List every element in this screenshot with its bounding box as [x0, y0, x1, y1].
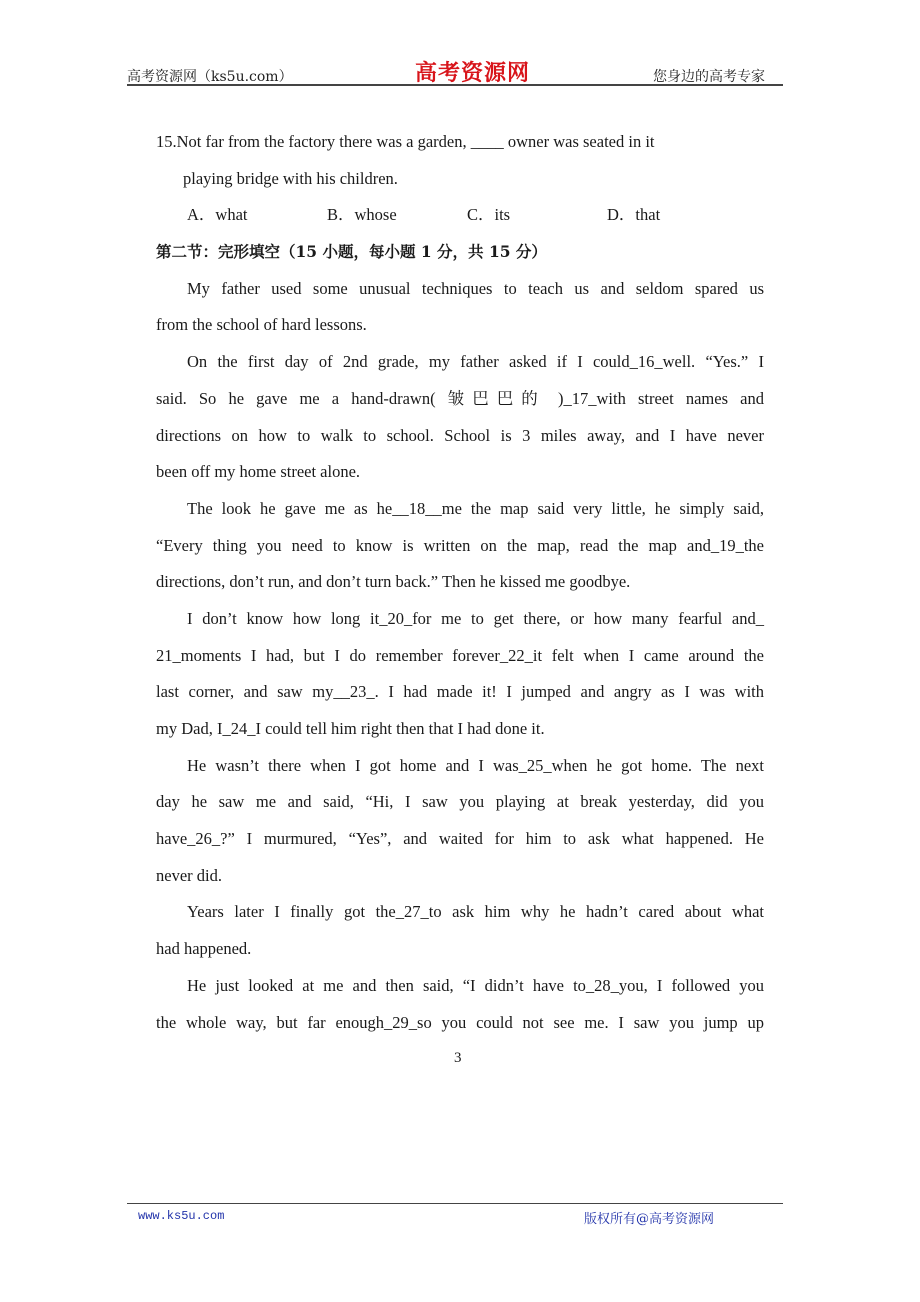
option-a: A．what [187, 205, 248, 225]
document-body [156, 124, 764, 1041]
passage-line: Years later I finally got the_27_to ask him why he hadn’t cared about what [187, 902, 764, 922]
passage-line: My father used some unusual techniques to teach us and seldom spared us [187, 278, 764, 298]
passage-line: my Dad, I_24_I could tell him right then that I had done it. [156, 719, 545, 738]
passage-line: said. So he gave me a hand-drawn( 皱巴巴的 )_17_with street names and [156, 388, 764, 408]
passage-line: have_26_?” I murmured, “Yes”, and waited for him to ask what happened. He [156, 829, 764, 849]
question-15-line-1: 15.Not far from the factory there was a garden, ____ owner was seated in it [156, 132, 655, 151]
section-title: 第二节：完形填空（15 小题，每小题 1 分，共 15 分） [156, 242, 547, 262]
passage-line: He just looked at me and then said, “I didn’t have to_28_you, I followed you [187, 975, 764, 995]
passage-line: had happened. [156, 939, 252, 959]
passage-line: directions on how to walk to school. School is 3 miles away, and I have never [156, 425, 764, 445]
footer-site-link[interactable]: www.ks5u.com [138, 1209, 225, 1223]
passage-line: The look he gave me as he__18__me the map said very little, he simply said, [187, 498, 764, 518]
footer-divider [127, 1203, 783, 1204]
page-number: 3 [454, 1050, 462, 1066]
passage-line: never did. [156, 865, 222, 885]
passage-line: directions, don’t run, and don’t turn back.” Then he kissed me goodbye. [156, 572, 631, 592]
passage-line: from the school of hard lessons. [156, 315, 367, 335]
passage-line: “Every thing you need to know is written on the map, read the map and_19_the [156, 535, 764, 555]
passage-line: On the first day of 2nd grade, my father asked if I could_16_well. “Yes.” I [187, 352, 764, 372]
passage-line: I don’t know how long it_20_for me to get there, or how many fearful and_ [187, 608, 764, 628]
header-logo: 高考资源网 [415, 60, 531, 86]
option-d: D．that [607, 205, 661, 225]
option-c: C．its [467, 205, 511, 225]
passage-line: the whole way, but far enough_29_so you could not see me. I saw you jump up [156, 1012, 764, 1032]
question-15-options [156, 197, 764, 234]
passage-line: last corner, and saw my__23_. I had made it! I jumped and angry as I was with [156, 682, 764, 702]
option-b: B．whose [327, 205, 397, 225]
passage-line: He wasn’t there when I got home and I was_25_when he got home. The next [187, 755, 764, 775]
header-divider [127, 84, 783, 86]
header-slogan: 您身边的高考专家 [653, 69, 765, 85]
question-15-line-2: playing bridge with his children. [183, 168, 398, 188]
passage-line: day he saw me and said, “Hi, I saw you playing at break yesterday, did you [156, 792, 764, 812]
header-site-name: 高考资源网（ks5u.com） [127, 69, 293, 85]
passage-line: been off my home street alone. [156, 462, 361, 482]
passage-line: 21_moments I had, but I do remember forever_22_it felt when I came around the [156, 645, 764, 665]
cloze-passage [156, 271, 764, 1041]
footer-copyright: 版权所有@高考资源网 [584, 1212, 715, 1227]
